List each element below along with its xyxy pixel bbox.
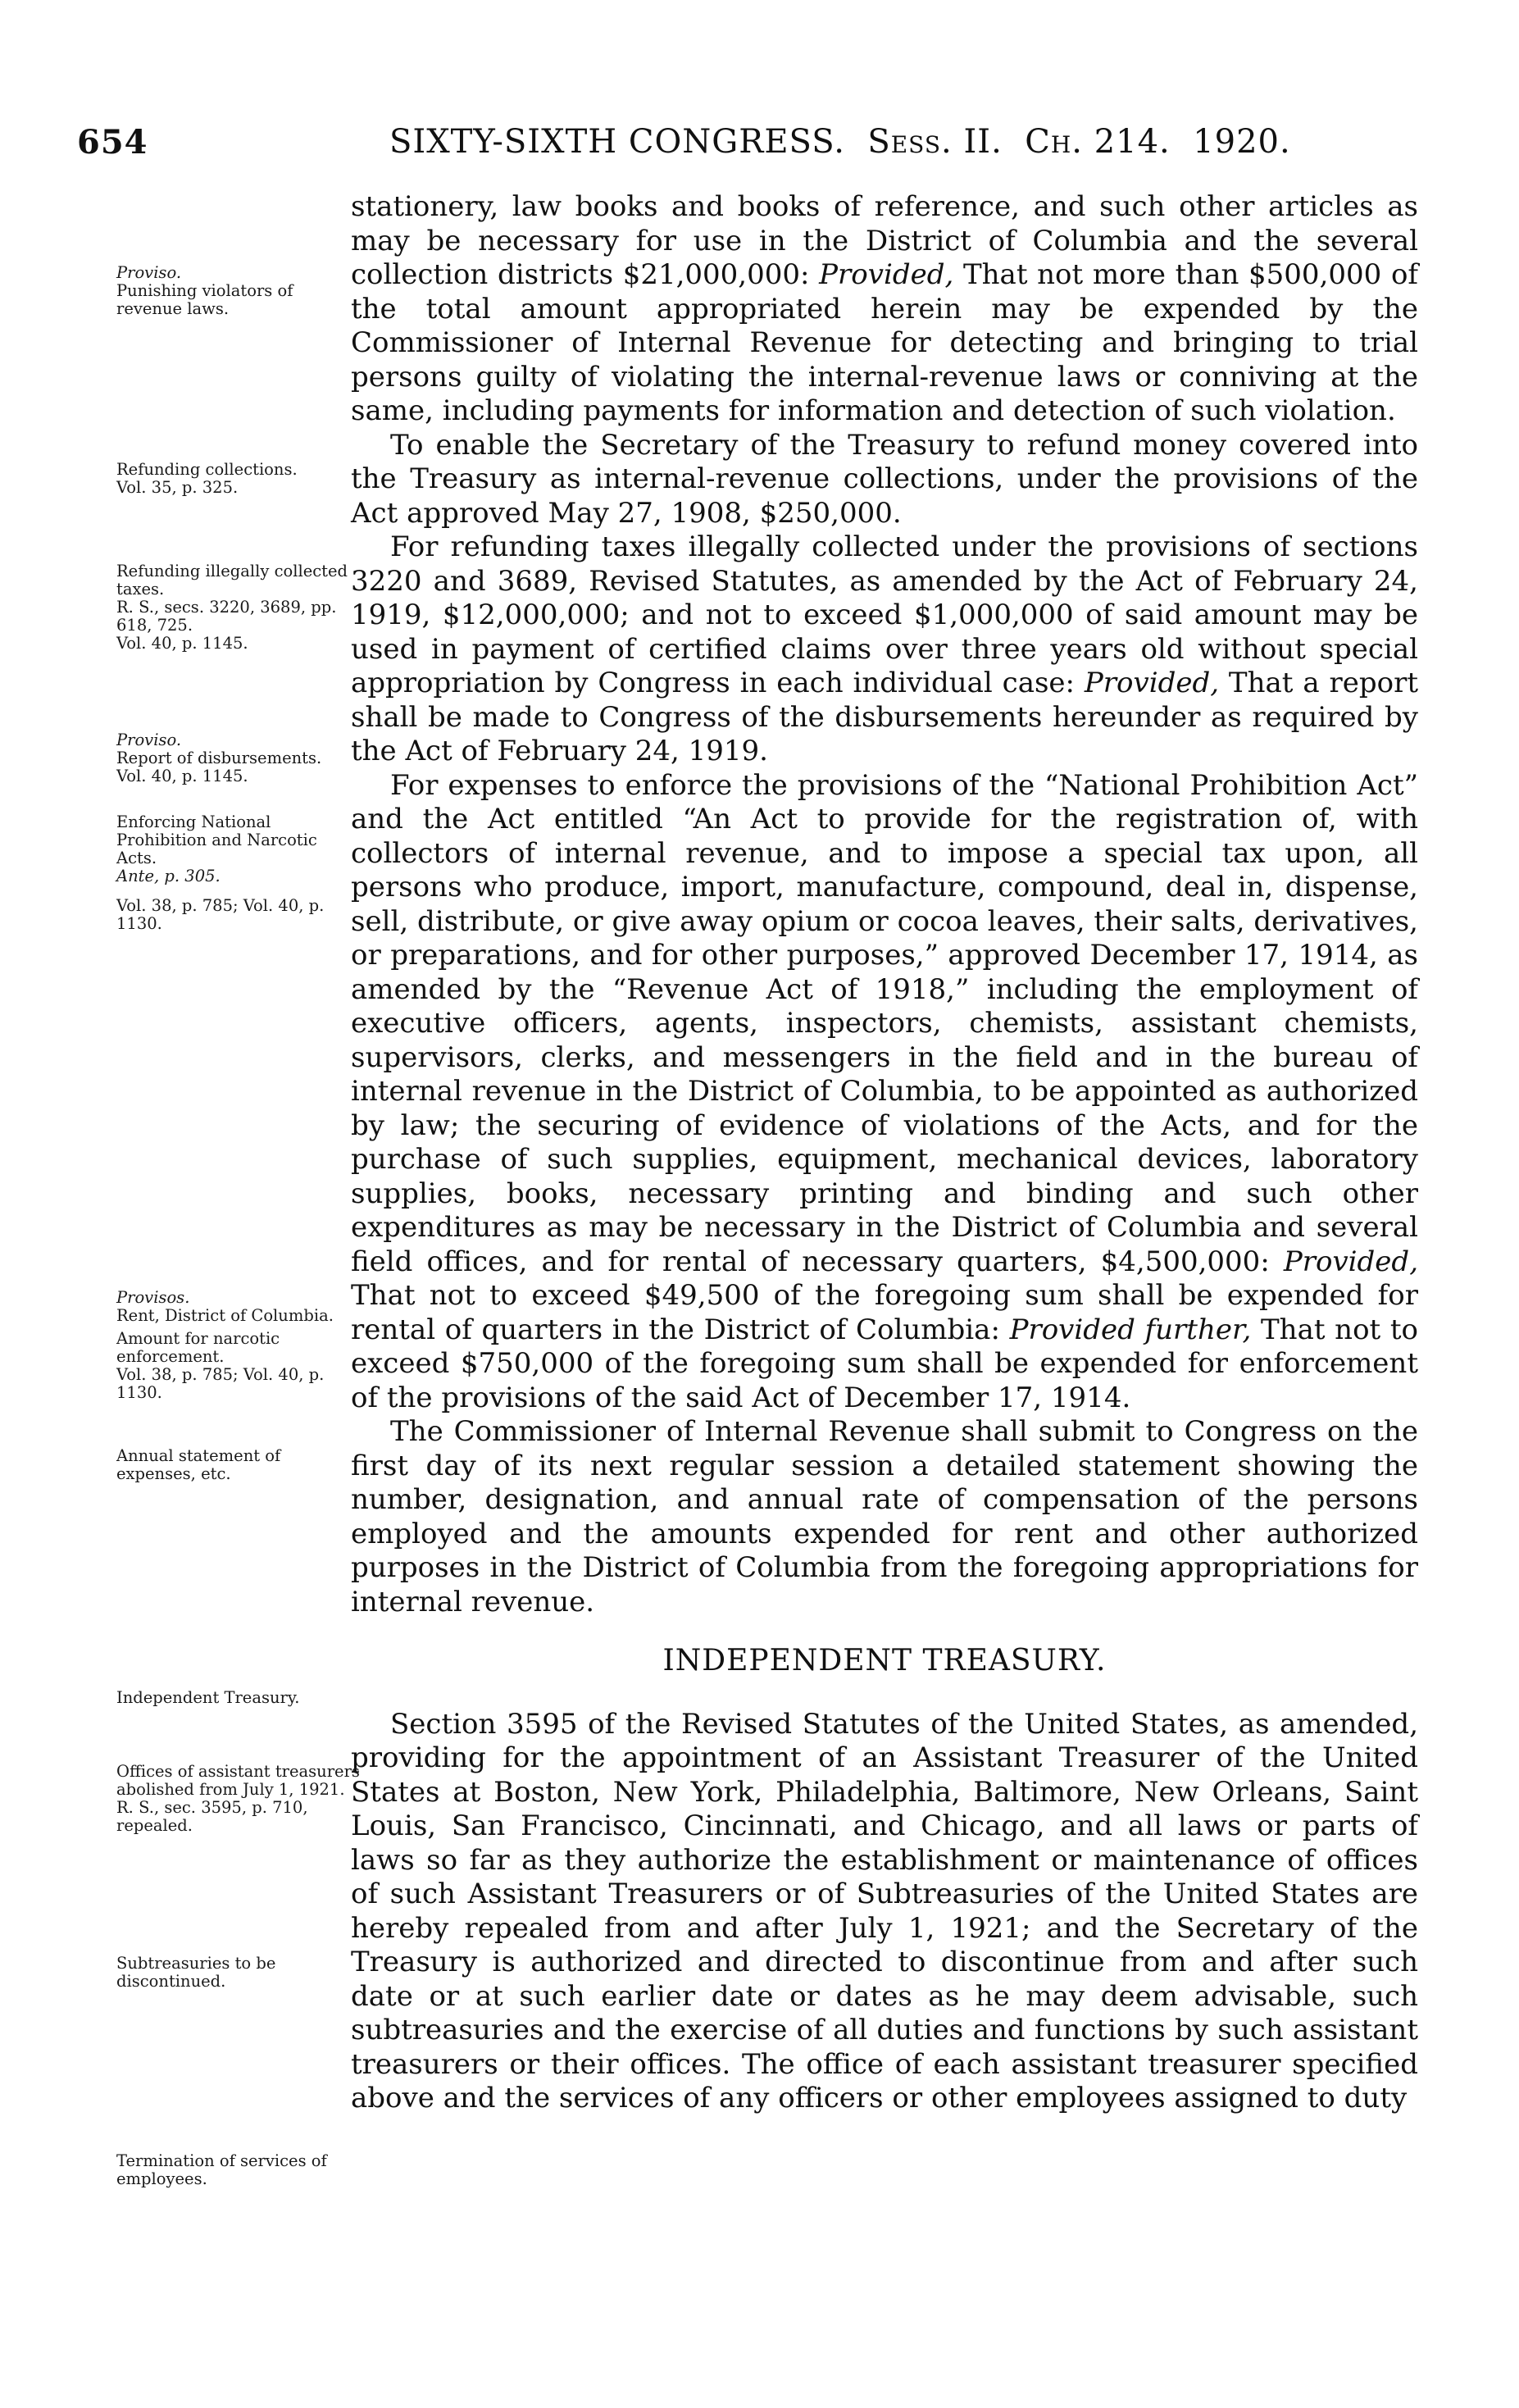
section-heading-independent-treasury: INDEPENDENT TREASURY.: [662, 1644, 1107, 1677]
paragraph-prohibition-enforcement: For expenses to enforce the provisions of the “National Prohibition Act” and the Act entitled “An Act to provide for the registration of, with collectors of internal revenue, and to impose a special tax upon, all persons who produce, import, manufacture, compound, deal in, dispense, sell, distribute, or give away opium or cocoa leaves, their salts, derivatives, or preparations, and for other purposes,” approved December 17, 1914, as amended by the “Revenue Act of 1918,” including the employment of executive officers, agents, inspectors, chemists, assistant chemists, supervisors, clerks, and messengers in the field and in the bureau of internal revenue in the District of Columbia, to be appointed as authorized by law; the securing of evidence of violations of the Acts, and for the purchase of such supplies, equipment, mechanical devices, laboratory supplies, books, necessary printing and binding and such other expenditures as may be necessary in the District of Columbia and several field offices, and for rental of necessary quarters, $4,500,000: Provided, That not to exceed $49,500 of the foregoing sum shall be expended for rental of quarters in the District of Columbia: Provided further, That not to exceed $750,000 of the foregoing sum shall be expended for enforcement of the provisions of the said Act of December 17, 1914.: [351, 768, 1418, 1414]
paragraph-section-3595: Section 3595 of the Revised Statutes of the United States, as amended, providing for the appointment of an Assistant Treasurer of the United States at Boston, New York, Philadelphia, Baltimore, New Orleans, Saint Louis, San Francisco, Cincinnati, and Chicago, and all laws or parts of laws so far as they authorize the establishment or maintenance of offices of such Assistant Treasurers or of Subtreasuries of the United States are hereby repealed from and after July 1, 1921; and the Secretary of the Treasury is authorized and directed to discontinue from and after such date or at such earlier date or dates as he may deem advisable, such subtreasuries and the exercise of all duties and functions by such assistant treasurers or their offices. The office of each assistant treasurer specified above and the services of any officers or other employees assigned to duty: [351, 1707, 1418, 2114]
year-label: 1920.: [1193, 123, 1291, 161]
main-text-column: [351, 190, 1418, 2116]
margin-note-proviso-report: Proviso. Report of disbursements. Vol. 40, p. 1145.: [116, 731, 322, 785]
page-number: 654: [77, 123, 148, 162]
running-header: [0, 123, 1519, 172]
margin-note-termination: Termination of services of employees.: [116, 2151, 327, 2188]
margin-note-refunding-collections: Refunding collections. Vol. 35, p. 325.: [116, 460, 298, 497]
session-label: Sess. II.: [867, 123, 1003, 161]
margin-note-independent-treasury: Independent Treasury.: [116, 1688, 300, 1707]
margin-note-enforcing-prohibition: Enforcing National Prohibition and Narcotic Acts. Ante, p. 305. Vol. 38, p. 785; Vol. 40, p. 1130.: [116, 813, 325, 933]
paragraph-annual-statement: The Commissioner of Internal Revenue shall submit to Congress on the first day of its next regular session a detailed statement showing the number, designation, and annual rate of compensation of the persons employed and the amounts expended for rent and other authorized purposes in the District of Columbia from the foregoing appropriations for internal revenue.: [351, 1415, 1418, 1618]
margin-note-refunding-illegal: Refunding illegally collected taxes. R. S., secs. 3220, 3689, pp. 618, 725. Vol. 40, p. 1145.: [116, 562, 348, 653]
paragraph-refund-illegal-taxes: For refunding taxes illegally collected under the provisions of sections 3220 and 3689, Revised Statutes, as amended by the Act of February 24, 1919, $12,000,000; and not to exceed $1,000,000 of said amount may be used in payment of certified claims over three years old without special appropriation by Congress in each individual case: Provided, That a report shall be made to Congress of the disbursements hereunder as required by the Act of February 24, 1919.: [351, 530, 1418, 767]
paragraph-stationery: stationery, law books and books of reference, and such other articles as may be necessary for use in the District of Columbia and the several collection districts $21,000,000: Provided, That not more than $500,000 of the total amount appropriated herein may be expended by the Commissioner of Internal Revenue for detecting and bringing to trial persons guilty of violating the internal-revenue laws or conniving at the same, including payments for information and detection of such violation.: [351, 190, 1418, 427]
running-head-title: [389, 123, 1422, 161]
paragraph-refund-collections: To enable the Secretary of the Treasury to refund money covered into the Treasury as internal-revenue collections, under the provisions of the Act approved May 27, 1908, $250,000.: [351, 428, 1418, 530]
margin-note-provisos-rent: Provisos. Rent, District of Columbia. Amount for narcotic enforcement. Vol. 38, p. 785; Vol. 40, p. 1130.: [116, 1288, 334, 1402]
congress-label: SIXTY-SIXTH CONGRESS.: [389, 123, 845, 161]
margin-note-subtreasuries: Subtreasuries to be discontinued.: [116, 1954, 276, 1991]
chapter-label: Ch. 214.: [1025, 123, 1171, 161]
margin-note-proviso-punishing: Proviso. Punishing violators of revenue laws.: [116, 263, 293, 318]
margin-note-offices-abolished: Offices of assistant treasurers abolished from July 1, 1921. R. S., sec. 3595, p. 710, repealed.: [116, 1762, 360, 1835]
margin-note-annual-statement: Annual statement of expenses, etc.: [116, 1446, 281, 1483]
